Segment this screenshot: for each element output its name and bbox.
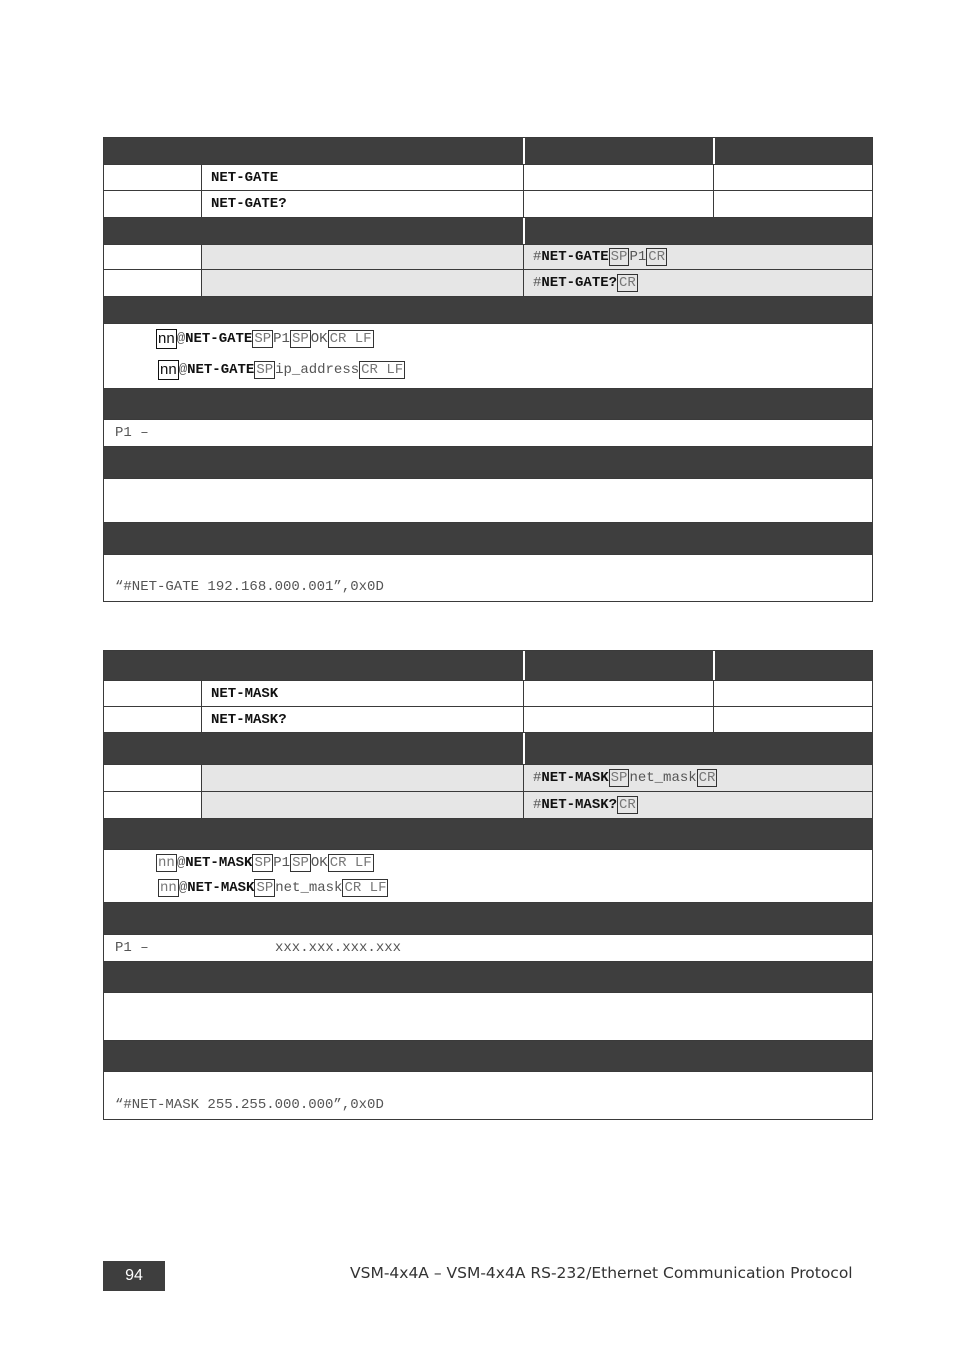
mask-example-header: [104, 1041, 872, 1072]
gate-get-syntax: # NET-GATE? CR: [523, 270, 872, 296]
gate-set-syntax: # NET-GATE SP P1 CR: [523, 245, 872, 269]
gate-command-set: NET-GATE: [201, 165, 523, 190]
mask-example-row: [104, 1072, 872, 1119]
mask-get-row: [104, 707, 872, 733]
gate-response-header: [104, 297, 872, 324]
footer-title: VSM-4x4A – VSM-4x4A RS-232/Ethernet Communication Protocol: [350, 1264, 853, 1282]
mask-set-row: [104, 681, 872, 707]
gate-example-header: [104, 523, 872, 555]
net-gate-table: [103, 137, 873, 602]
gate-get-row: [104, 191, 872, 218]
mask-feedback-2: nn @ NET-MASK SP net_mask CR LF: [160, 880, 387, 896]
mask-header-row: [104, 651, 872, 681]
gate-param-p1: P1 –: [115, 425, 149, 441]
mask-syntax-header: [104, 733, 872, 765]
mask-command-get: NET-MASK?: [201, 707, 523, 732]
mask-param-format: xxx.xxx.xxx.xxx: [275, 940, 402, 956]
mask-set-syntax-row: [104, 765, 872, 792]
gate-set-row: [104, 165, 872, 191]
mask-params-row: [104, 935, 872, 962]
gate-get-syntax-row: [104, 270, 872, 297]
gate-params-header: [104, 389, 872, 420]
gate-command-get: NET-GATE?: [201, 191, 523, 217]
gate-example-row: [104, 555, 872, 601]
gate-response-row: [104, 324, 872, 389]
mask-feedback-body: [104, 993, 872, 1041]
gate-feedback-header: [104, 447, 872, 479]
gate-set-syntax-row: [104, 245, 872, 270]
mask-example: “#NET-MASK 255.255.000.000”,0x0D: [115, 1097, 384, 1113]
gate-feedback-1: nn @ NET-GATE SP P1 SP OK CR LF: [158, 330, 372, 347]
mask-params-header: [104, 903, 872, 935]
gate-example: “#NET-GATE 192.168.000.001”,0x0D: [115, 579, 384, 595]
gate-params-row: [104, 420, 872, 447]
mask-param-p1: P1 –: [115, 940, 149, 956]
mask-set-syntax: # NET-MASK SP net_mask CR: [523, 765, 872, 791]
mask-feedback-header: [104, 962, 872, 993]
gate-header-row: [104, 138, 872, 165]
mask-get-syntax: # NET-MASK? CR: [523, 792, 872, 818]
gate-feedback-body: [104, 479, 872, 523]
net-mask-table: [103, 650, 873, 1120]
mask-response-row: [104, 850, 872, 903]
page-number: 94: [103, 1261, 165, 1291]
mask-feedback-1: nn @ NET-MASK SP P1 SP OK CR LF: [158, 855, 372, 871]
mask-response-header: [104, 819, 872, 850]
gate-feedback-2: nn @ NET-GATE SP ip_address CR LF: [160, 361, 404, 378]
mask-get-syntax-row: [104, 792, 872, 819]
mask-command-set: NET-MASK: [201, 681, 523, 706]
gate-syntax-header: [104, 218, 872, 245]
